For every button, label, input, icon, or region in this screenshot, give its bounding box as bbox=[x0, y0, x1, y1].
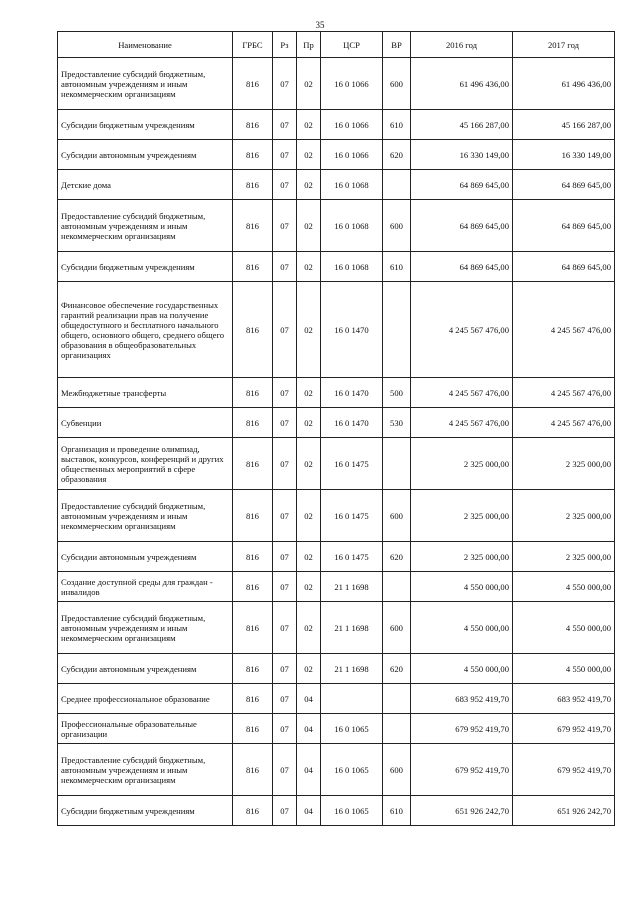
row-grbs: 816 bbox=[233, 572, 273, 602]
row-amount-2017: 4 550 000,00 bbox=[513, 654, 615, 684]
row-vr: 620 bbox=[383, 140, 411, 170]
row-vr: 600 bbox=[383, 58, 411, 110]
budget-table bbox=[57, 31, 615, 826]
row-amount-2017: 2 325 000,00 bbox=[513, 438, 615, 490]
row-amount-2016: 64 869 645,00 bbox=[411, 170, 513, 200]
row-rz: 07 bbox=[273, 542, 297, 572]
row-name: Субсидии автономным учреждениям bbox=[58, 654, 233, 684]
row-pr: 02 bbox=[297, 378, 321, 408]
row-rz: 07 bbox=[273, 378, 297, 408]
row-grbs: 816 bbox=[233, 490, 273, 542]
table-row bbox=[58, 282, 615, 378]
row-amount-2016: 4 245 567 476,00 bbox=[411, 378, 513, 408]
row-csr: 16 0 1475 bbox=[321, 490, 383, 542]
row-amount-2016: 64 869 645,00 bbox=[411, 252, 513, 282]
row-vr: 620 bbox=[383, 542, 411, 572]
table-row bbox=[58, 58, 615, 110]
row-csr: 16 0 1470 bbox=[321, 378, 383, 408]
row-amount-2016: 2 325 000,00 bbox=[411, 438, 513, 490]
row-csr: 16 0 1065 bbox=[321, 714, 383, 744]
table-row bbox=[58, 490, 615, 542]
row-pr: 02 bbox=[297, 140, 321, 170]
row-csr: 16 0 1065 bbox=[321, 796, 383, 826]
row-vr bbox=[383, 572, 411, 602]
row-amount-2017: 4 550 000,00 bbox=[513, 602, 615, 654]
row-amount-2016: 64 869 645,00 bbox=[411, 200, 513, 252]
header-rz: Рз bbox=[273, 32, 297, 58]
row-pr: 02 bbox=[297, 282, 321, 378]
row-pr: 02 bbox=[297, 602, 321, 654]
row-vr bbox=[383, 438, 411, 490]
row-rz: 07 bbox=[273, 438, 297, 490]
row-pr: 04 bbox=[297, 714, 321, 744]
row-pr: 04 bbox=[297, 684, 321, 714]
row-amount-2017: 2 325 000,00 bbox=[513, 542, 615, 572]
header-year-2016: 2016 год bbox=[411, 32, 513, 58]
row-amount-2017: 61 496 436,00 bbox=[513, 58, 615, 110]
row-name: Детские дома bbox=[58, 170, 233, 200]
row-vr bbox=[383, 282, 411, 378]
row-grbs: 816 bbox=[233, 252, 273, 282]
row-pr: 02 bbox=[297, 572, 321, 602]
row-amount-2016: 4 550 000,00 bbox=[411, 654, 513, 684]
row-amount-2017: 64 869 645,00 bbox=[513, 252, 615, 282]
row-name: Субсидии автономным учреждениям bbox=[58, 542, 233, 572]
table-header-row bbox=[58, 32, 615, 58]
row-vr: 530 bbox=[383, 408, 411, 438]
table-row bbox=[58, 200, 615, 252]
row-vr: 600 bbox=[383, 744, 411, 796]
row-rz: 07 bbox=[273, 572, 297, 602]
row-pr: 04 bbox=[297, 744, 321, 796]
table-row bbox=[58, 170, 615, 200]
row-csr: 21 1 1698 bbox=[321, 602, 383, 654]
row-amount-2017: 4 245 567 476,00 bbox=[513, 378, 615, 408]
row-amount-2016: 16 330 149,00 bbox=[411, 140, 513, 170]
row-grbs: 816 bbox=[233, 684, 273, 714]
row-grbs: 816 bbox=[233, 744, 273, 796]
row-csr: 16 0 1470 bbox=[321, 282, 383, 378]
row-name: Финансовое обеспечение государственных гарантий реализации прав на получение общедоступного и бесплатного начального общего, основного общего, среднего общего образования в общеобразовательных организациях bbox=[58, 282, 233, 378]
row-grbs: 816 bbox=[233, 408, 273, 438]
row-vr bbox=[383, 684, 411, 714]
header-year-2017: 2017 год bbox=[513, 32, 615, 58]
table-row bbox=[58, 796, 615, 826]
row-amount-2017: 4 550 000,00 bbox=[513, 572, 615, 602]
row-rz: 07 bbox=[273, 654, 297, 684]
row-pr: 02 bbox=[297, 200, 321, 252]
row-amount-2017: 64 869 645,00 bbox=[513, 170, 615, 200]
row-grbs: 816 bbox=[233, 654, 273, 684]
row-grbs: 816 bbox=[233, 796, 273, 826]
row-grbs: 816 bbox=[233, 714, 273, 744]
row-pr: 02 bbox=[297, 654, 321, 684]
row-grbs: 816 bbox=[233, 200, 273, 252]
row-rz: 07 bbox=[273, 170, 297, 200]
row-csr: 16 0 1065 bbox=[321, 744, 383, 796]
table-row bbox=[58, 572, 615, 602]
table-row bbox=[58, 654, 615, 684]
row-name: Субсидии бюджетным учреждениям bbox=[58, 252, 233, 282]
row-csr: 16 0 1066 bbox=[321, 110, 383, 140]
row-vr: 600 bbox=[383, 200, 411, 252]
table-row bbox=[58, 110, 615, 140]
row-rz: 07 bbox=[273, 252, 297, 282]
row-amount-2017: 64 869 645,00 bbox=[513, 200, 615, 252]
row-grbs: 816 bbox=[233, 602, 273, 654]
header-name: Наименование bbox=[58, 32, 233, 58]
row-vr: 620 bbox=[383, 654, 411, 684]
row-name: Предоставление субсидий бюджетным, автономным учреждениям и иным некоммерческим организациям bbox=[58, 58, 233, 110]
header-csr: ЦСР bbox=[321, 32, 383, 58]
row-csr: 21 1 1698 bbox=[321, 572, 383, 602]
row-name: Предоставление субсидий бюджетным, автономным учреждениям и иным некоммерческим организациям bbox=[58, 744, 233, 796]
row-rz: 07 bbox=[273, 684, 297, 714]
row-amount-2016: 4 550 000,00 bbox=[411, 602, 513, 654]
row-rz: 07 bbox=[273, 200, 297, 252]
row-amount-2017: 4 245 567 476,00 bbox=[513, 282, 615, 378]
row-pr: 02 bbox=[297, 408, 321, 438]
row-amount-2016: 2 325 000,00 bbox=[411, 542, 513, 572]
table-row bbox=[58, 684, 615, 714]
row-pr: 04 bbox=[297, 796, 321, 826]
row-amount-2016: 61 496 436,00 bbox=[411, 58, 513, 110]
row-vr bbox=[383, 170, 411, 200]
row-rz: 07 bbox=[273, 140, 297, 170]
row-rz: 07 bbox=[273, 490, 297, 542]
row-name: Предоставление субсидий бюджетным, автономным учреждениям и иным некоммерческим организациям bbox=[58, 602, 233, 654]
row-amount-2016: 679 952 419,70 bbox=[411, 714, 513, 744]
row-amount-2017: 16 330 149,00 bbox=[513, 140, 615, 170]
row-name: Субвенции bbox=[58, 408, 233, 438]
row-amount-2017: 45 166 287,00 bbox=[513, 110, 615, 140]
row-grbs: 816 bbox=[233, 378, 273, 408]
table-row bbox=[58, 542, 615, 572]
row-amount-2016: 679 952 419,70 bbox=[411, 744, 513, 796]
row-name: Субсидии бюджетным учреждениям bbox=[58, 110, 233, 140]
row-vr: 610 bbox=[383, 252, 411, 282]
row-amount-2016: 4 245 567 476,00 bbox=[411, 408, 513, 438]
row-csr: 16 0 1068 bbox=[321, 200, 383, 252]
header-grbs: ГРБС bbox=[233, 32, 273, 58]
row-amount-2016: 651 926 242,70 bbox=[411, 796, 513, 826]
row-name: Организация и проведение олимпиад, выставок, конкурсов, конференций и других общественных мероприятий в сфере образования bbox=[58, 438, 233, 490]
row-csr: 16 0 1068 bbox=[321, 252, 383, 282]
table-row bbox=[58, 378, 615, 408]
row-amount-2017: 651 926 242,70 bbox=[513, 796, 615, 826]
table-row bbox=[58, 714, 615, 744]
row-pr: 02 bbox=[297, 170, 321, 200]
row-amount-2016: 4 550 000,00 bbox=[411, 572, 513, 602]
row-csr: 16 0 1475 bbox=[321, 438, 383, 490]
row-name: Профессиональные образовательные организации bbox=[58, 714, 233, 744]
row-name: Межбюджетные трансферты bbox=[58, 378, 233, 408]
row-name: Создание доступной среды для граждан - инвалидов bbox=[58, 572, 233, 602]
row-rz: 07 bbox=[273, 110, 297, 140]
table-row bbox=[58, 744, 615, 796]
row-grbs: 816 bbox=[233, 282, 273, 378]
row-amount-2016: 4 245 567 476,00 bbox=[411, 282, 513, 378]
header-vr: ВР bbox=[383, 32, 411, 58]
row-grbs: 816 bbox=[233, 438, 273, 490]
row-csr: 16 0 1066 bbox=[321, 140, 383, 170]
row-vr: 610 bbox=[383, 110, 411, 140]
row-name: Предоставление субсидий бюджетным, автономным учреждениям и иным некоммерческим организациям bbox=[58, 490, 233, 542]
row-rz: 07 bbox=[273, 58, 297, 110]
row-csr: 16 0 1470 bbox=[321, 408, 383, 438]
row-amount-2016: 2 325 000,00 bbox=[411, 490, 513, 542]
table-body bbox=[58, 58, 615, 826]
row-amount-2017: 683 952 419,70 bbox=[513, 684, 615, 714]
row-pr: 02 bbox=[297, 252, 321, 282]
row-amount-2017: 2 325 000,00 bbox=[513, 490, 615, 542]
table-row bbox=[58, 408, 615, 438]
row-rz: 07 bbox=[273, 796, 297, 826]
row-vr: 610 bbox=[383, 796, 411, 826]
row-amount-2016: 45 166 287,00 bbox=[411, 110, 513, 140]
row-csr: 16 0 1066 bbox=[321, 58, 383, 110]
page-number: 35 bbox=[315, 20, 325, 30]
row-grbs: 816 bbox=[233, 58, 273, 110]
row-vr: 500 bbox=[383, 378, 411, 408]
table-row bbox=[58, 252, 615, 282]
row-rz: 07 bbox=[273, 408, 297, 438]
row-rz: 07 bbox=[273, 602, 297, 654]
row-csr bbox=[321, 684, 383, 714]
row-grbs: 816 bbox=[233, 542, 273, 572]
row-rz: 07 bbox=[273, 282, 297, 378]
row-name: Предоставление субсидий бюджетным, автономным учреждениям и иным некоммерческим организациям bbox=[58, 200, 233, 252]
row-rz: 07 bbox=[273, 714, 297, 744]
row-vr: 600 bbox=[383, 490, 411, 542]
row-amount-2017: 4 245 567 476,00 bbox=[513, 408, 615, 438]
row-rz: 07 bbox=[273, 744, 297, 796]
table-row bbox=[58, 602, 615, 654]
row-name: Среднее профессиональное образование bbox=[58, 684, 233, 714]
row-csr: 21 1 1698 bbox=[321, 654, 383, 684]
row-pr: 02 bbox=[297, 542, 321, 572]
row-csr: 16 0 1475 bbox=[321, 542, 383, 572]
header-pr: Пр bbox=[297, 32, 321, 58]
row-amount-2017: 679 952 419,70 bbox=[513, 714, 615, 744]
row-vr: 600 bbox=[383, 602, 411, 654]
row-pr: 02 bbox=[297, 438, 321, 490]
table-row bbox=[58, 438, 615, 490]
row-pr: 02 bbox=[297, 58, 321, 110]
row-pr: 02 bbox=[297, 490, 321, 542]
row-grbs: 816 bbox=[233, 110, 273, 140]
table-row bbox=[58, 140, 615, 170]
row-amount-2017: 679 952 419,70 bbox=[513, 744, 615, 796]
row-csr: 16 0 1068 bbox=[321, 170, 383, 200]
row-name: Субсидии автономным учреждениям bbox=[58, 140, 233, 170]
row-name: Субсидии бюджетным учреждениям bbox=[58, 796, 233, 826]
row-grbs: 816 bbox=[233, 170, 273, 200]
row-grbs: 816 bbox=[233, 140, 273, 170]
row-vr bbox=[383, 714, 411, 744]
row-pr: 02 bbox=[297, 110, 321, 140]
row-amount-2016: 683 952 419,70 bbox=[411, 684, 513, 714]
